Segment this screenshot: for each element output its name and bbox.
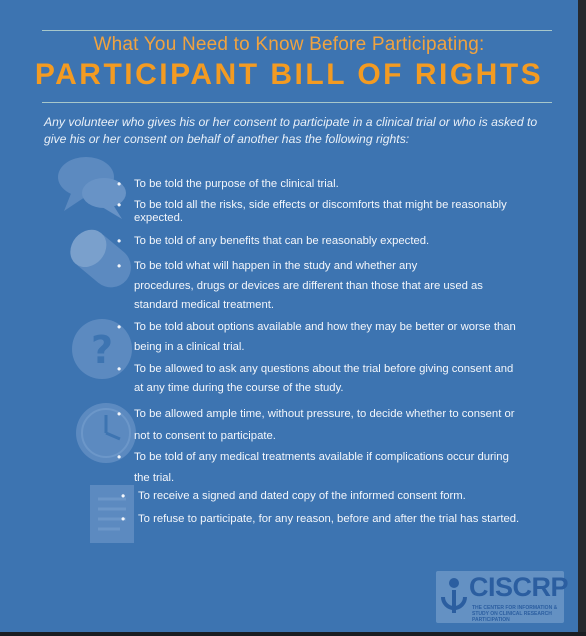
right-line: To refuse to participate, for any reason, before and after the trial has started. [138,513,520,525]
bullet-icon: • [117,407,122,421]
bullet-icon: • [117,259,122,273]
right-line: To be told of any medical treatments available if complications occur during [134,451,509,463]
ciscrp-logo [436,571,569,623]
right-item [121,489,466,505]
poster-title: PARTICIPANT BILL OF RIGHTS [34,58,544,91]
bullet-icon: • [117,320,122,334]
right-line: To be told the purpose of the clinical trial. [134,178,339,190]
ciscrp-logo-mark [440,575,468,617]
right-line: expected. [134,211,183,224]
bullet-icon: • [117,198,122,212]
right-line: at any time during the course of the study. [134,382,344,394]
right-item [117,403,515,447]
right-line: being in a clinical trial. [134,341,245,353]
right-item [117,177,339,193]
right-item [117,257,483,316]
bullet-icon: • [117,450,122,464]
right-item [117,234,430,250]
right-line: not to consent to participate. [134,430,276,442]
right-line: To receive a signed and dated copy of the informed consent form. [138,490,466,502]
right-frame-edge [578,0,586,636]
right-line: To be allowed to ask any questions about the trial before giving consent and [134,363,514,375]
bullet-icon: • [117,362,122,376]
right-item [117,317,516,357]
right-line: To be told of any benefits that can be reasonably expected. [134,235,430,247]
right-line: standard medical treatment. [134,299,275,311]
right-item [117,360,514,398]
poster-kicker: What You Need to Know Before Participating: [93,34,485,55]
intro-paragraph: Any volunteer who gives his or her consent to participate in a clinical trial or who is asked to give his or her consent on behalf of another has the following rights: [44,115,538,146]
right-line: the trial. [134,472,175,484]
right-line: procedures, drugs or devices are different than those that are used as [134,279,483,292]
right-line: To be told about options available and how they may be better or worse than [134,321,516,333]
right-line: To be allowed ample time, without pressure, to decide whether to consent or [134,408,515,420]
svg-text:?: ? [90,328,114,372]
bullet-icon: • [121,512,126,526]
right-item [117,198,507,224]
bullet-icon: • [121,489,126,503]
ciscrp-wordmark: CISCRP [469,572,569,602]
bullet-icon: • [117,234,122,248]
ciscrp-tagline: THE CENTER FOR INFORMATION & STUDY ON CLINICAL RESEARCH PARTICIPATION [472,605,558,623]
bullet-icon: • [117,177,122,191]
right-item [121,512,520,528]
right-line: To be told all the risks, side effects or discomforts that might be reasonably [134,199,507,211]
bottom-frame-edge [0,632,586,636]
right-line: To be told what will happen in the study and whether any [134,260,418,272]
right-item [117,447,509,489]
